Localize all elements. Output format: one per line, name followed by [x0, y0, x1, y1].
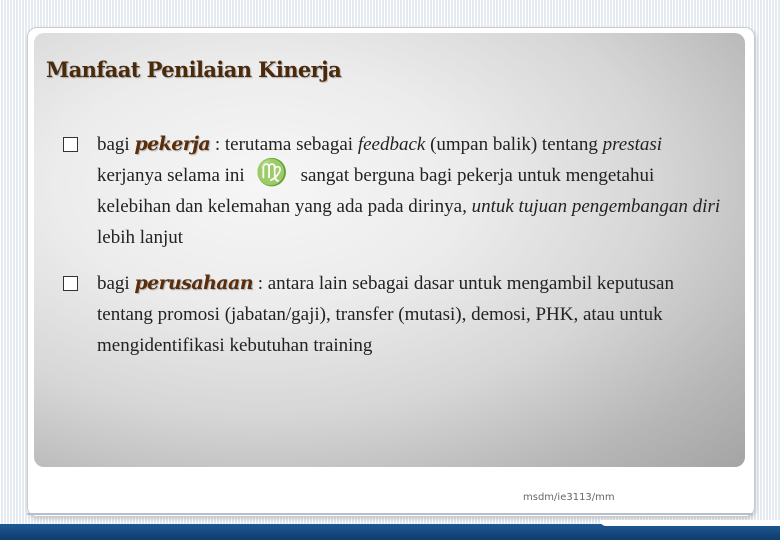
bullet-lead: bagi [97, 273, 135, 294]
italic-tujuan: untuk tujuan pengembangan diri [471, 196, 721, 217]
bullet-text: (umpan balik) tentang [425, 134, 603, 155]
italic-prestasi: prestasi [602, 134, 663, 155]
checkbox-square-icon [63, 276, 78, 291]
keyword-perusahaan: perusahaan [134, 272, 253, 294]
bottom-bar [0, 524, 780, 540]
slide-footer: msdm/ie3113/mm [523, 492, 615, 503]
bullet-pekerja [63, 129, 723, 253]
bullet-text: , [462, 196, 472, 217]
bottom-bar-notch [600, 520, 780, 526]
keyword-pekerja: pekerja [134, 133, 211, 155]
checkbox-square-icon [63, 137, 78, 152]
slide-title: Manfaat Penilaian Kinerja [46, 57, 342, 82]
bullet-text: sangat berguna bagi pekerja untuk mengetahui kelebihan dan kelemahan yang ada pada dirinya [97, 165, 655, 217]
bullet-text: lebih lanjut [97, 227, 184, 248]
bottom-rule [27, 513, 753, 515]
bullet-perusahaan [63, 268, 723, 361]
bullet-text: kerjanya selama ini [97, 165, 250, 186]
bullet-text: : antara lain sebagai dasar untuk mengambil keputusan tentang promosi (jabatan/gaji), transfer (mutasi), demosi, PHK, atau untuk mengidentifikasi kebutuhan training [97, 273, 674, 356]
virgo-symbol-icon: ♍ [255, 158, 288, 188]
italic-feedback: feedback [357, 134, 426, 155]
bullet-lead: bagi [97, 134, 135, 155]
bullet-text: : terutama sebagai [210, 134, 358, 155]
